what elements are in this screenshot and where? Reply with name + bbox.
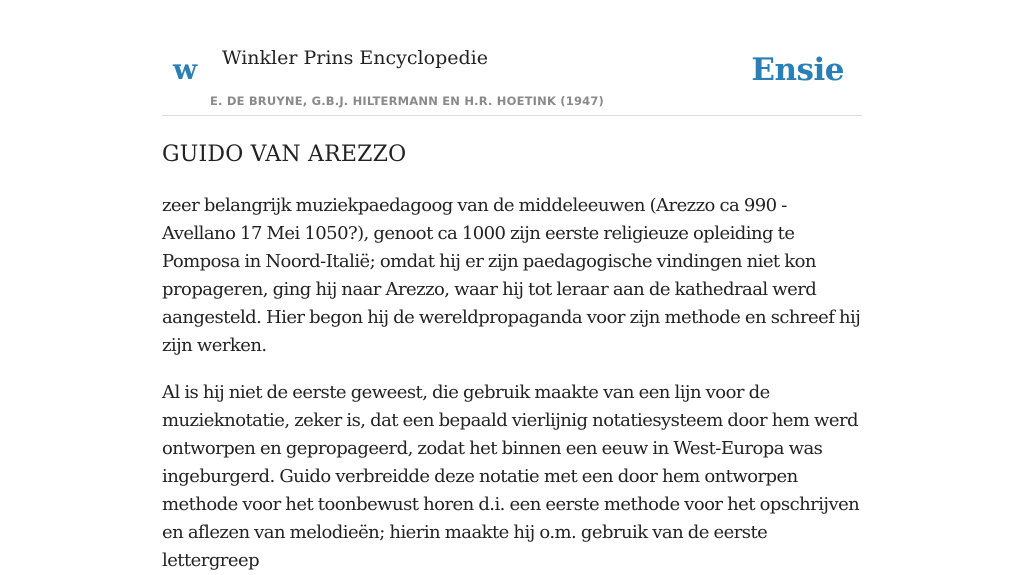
article-page	[162, 0, 862, 571]
site-subtitle: E. DE BRUYNE, G.B.J. HILTERMANN EN H.R. HOETINK (1947)	[210, 94, 605, 108]
article-paragraph-1: zeer belangrijk muziekpaedagoog van de middeleeuwen (Arezzo ca 990 - Avellano 17 Mei 1050?), genoot ca 1000 zijn eerste religieuze opleiding te Pomposa in Noord-Italië; omdat hij er zijn paedagogische vindingen niet kon propageren, ging hij naar Arezzo, waar hij tot leraar aan de kathedraal werd aangesteld. Hier begon hij de wereldpropaganda voor zijn methode en schreef hij zijn werken.	[162, 195, 861, 356]
article-title: GUIDO VAN AREZZO	[162, 142, 407, 167]
site-header	[162, 0, 862, 116]
ensie-brand-logo[interactable]: Ensie	[751, 52, 844, 88]
site-title[interactable]: Winkler Prins Encyclopedie	[222, 47, 488, 69]
article-paragraph-2: Al is hij niet de eerste geweest, die gebruik maakte van een lijn voor de muzieknotatie, zeker is, dat een bepaald vierlijnig notatiesysteem door hem werd ontworpen en gepropageerd, zodat het binnen een eeuw in West-Europa was ingeburgerd. Guido verbreidde deze notatie met een door hem ontworpen methode voor het toonbewust horen d.i. een eerste methode voor het opschrijven en aflezen van melodieën; hierin maakte hij o.m. gebruik van de eerste lettergreep	[162, 382, 860, 571]
winkler-prins-logo[interactable]: w	[173, 53, 198, 86]
